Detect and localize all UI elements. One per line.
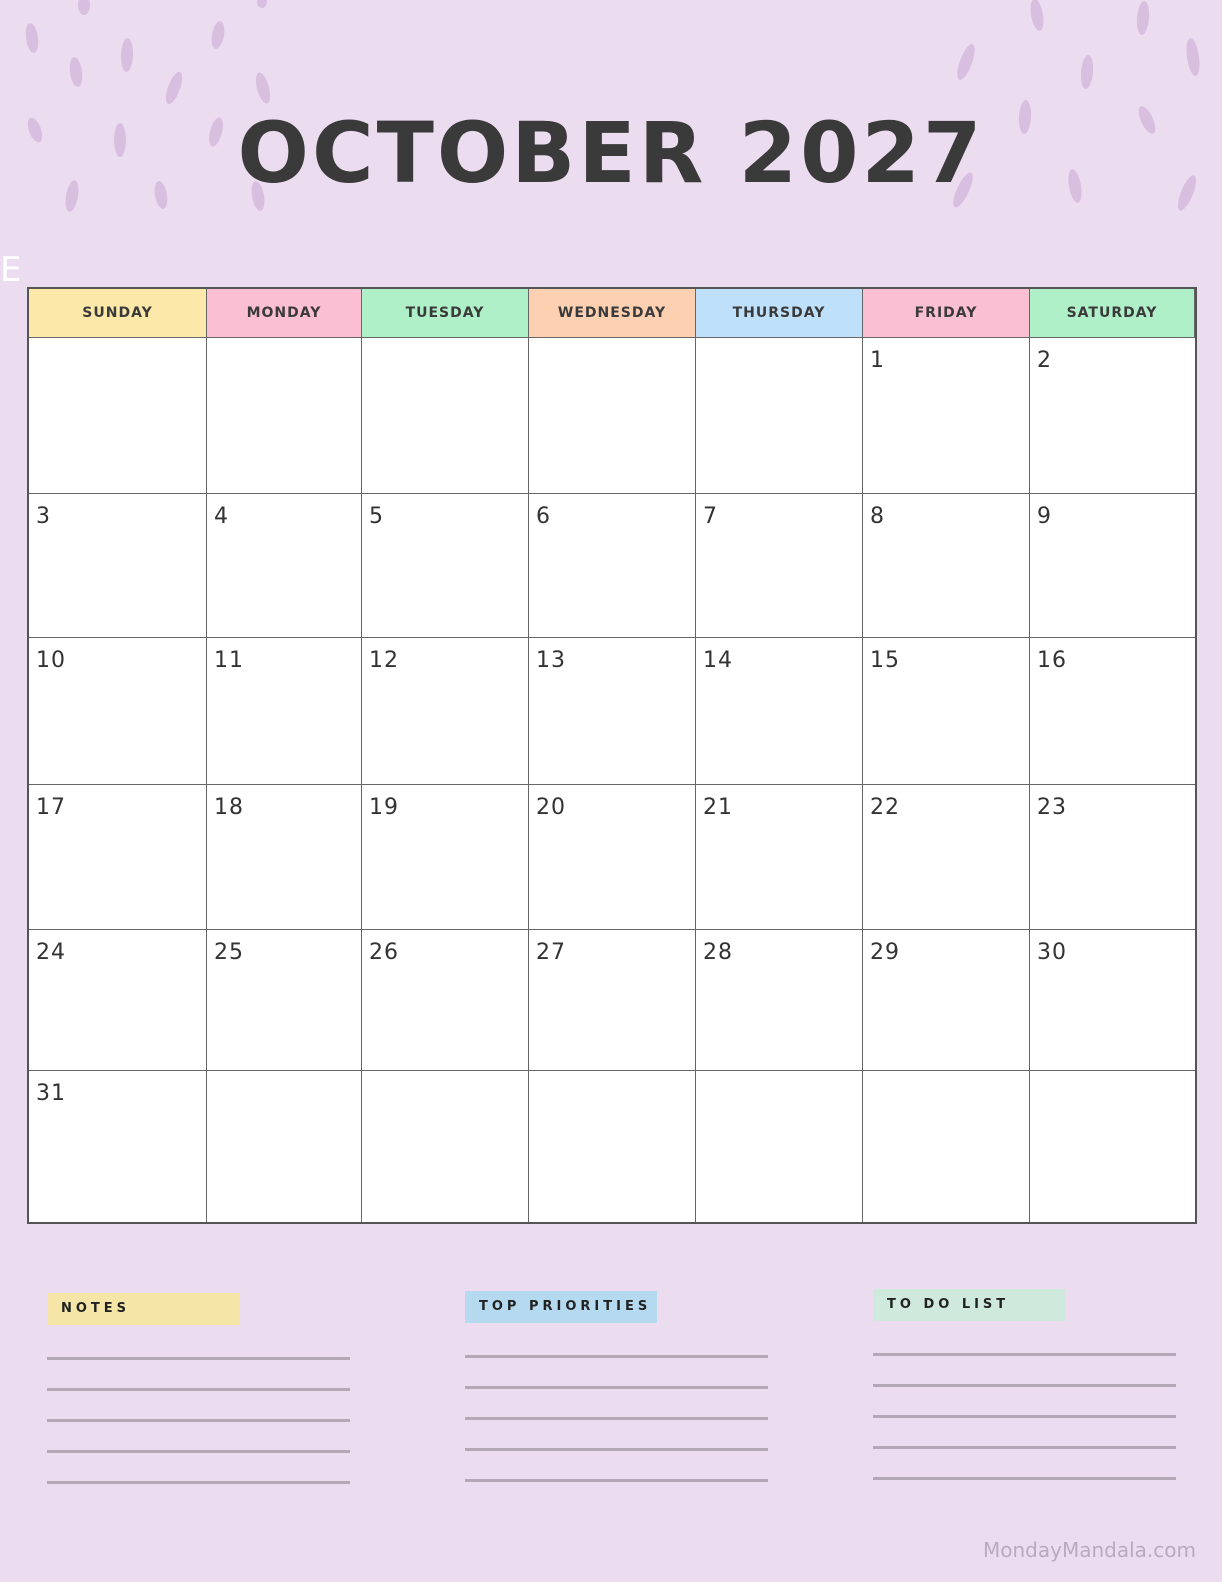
day-cell[interactable] (696, 638, 863, 785)
day-cell[interactable] (207, 338, 362, 494)
day-cell[interactable] (207, 638, 362, 785)
day-cell[interactable] (863, 638, 1030, 785)
day-number: 20 (536, 795, 566, 820)
day-number: 30 (1037, 940, 1067, 965)
day-cell[interactable] (29, 785, 207, 930)
day-number: 24 (36, 940, 66, 965)
day-number: 29 (870, 940, 900, 965)
todo-line[interactable] (873, 1446, 1176, 1449)
day-number: 11 (214, 648, 244, 673)
day-number: 13 (536, 648, 566, 673)
day-number: 25 (214, 940, 244, 965)
day-number: 9 (1037, 504, 1052, 529)
notes-line[interactable] (47, 1450, 350, 1453)
day-cell[interactable] (1030, 1071, 1195, 1222)
day-number: 14 (703, 648, 733, 673)
day-number: 15 (870, 648, 900, 673)
weekday-header-saturday: SATURDAY (1030, 289, 1195, 338)
day-cell[interactable] (362, 930, 529, 1071)
day-cell[interactable] (362, 638, 529, 785)
day-number: 6 (536, 504, 551, 529)
todo-line[interactable] (873, 1415, 1176, 1418)
notes-line[interactable] (47, 1419, 350, 1422)
day-cell[interactable] (529, 930, 696, 1071)
day-cell[interactable] (863, 338, 1030, 494)
day-cell[interactable] (1030, 638, 1195, 785)
notes-label: NOTES (47, 1293, 239, 1325)
day-cell[interactable] (696, 1071, 863, 1222)
day-number: 1 (870, 348, 885, 373)
day-number: 18 (214, 795, 244, 820)
day-cell[interactable] (207, 930, 362, 1071)
day-cell[interactable] (863, 1071, 1030, 1222)
weekday-header-tuesday: TUESDAY (362, 289, 529, 338)
day-cell[interactable] (207, 494, 362, 638)
day-cell[interactable] (863, 930, 1030, 1071)
day-cell[interactable] (529, 785, 696, 930)
day-number: 31 (36, 1081, 66, 1106)
priorities-line[interactable] (465, 1417, 768, 1420)
day-cell[interactable] (529, 338, 696, 494)
priorities-line[interactable] (465, 1479, 768, 1482)
day-number: 19 (369, 795, 399, 820)
priorities-line[interactable] (465, 1386, 768, 1389)
day-number: 2 (1037, 348, 1052, 373)
day-cell[interactable] (29, 1071, 207, 1222)
weekday-header-thursday: THURSDAY (696, 289, 863, 338)
day-cell[interactable] (29, 338, 207, 494)
day-cell[interactable] (696, 338, 863, 494)
to-do-list-section (873, 1289, 1178, 1480)
to-do-list-label: TO DO LIST (873, 1289, 1065, 1321)
day-cell[interactable] (207, 785, 362, 930)
day-cell[interactable] (29, 494, 207, 638)
stray-letter: E (0, 250, 22, 290)
day-number: 21 (703, 795, 733, 820)
day-number: 27 (536, 940, 566, 965)
day-number: 26 (369, 940, 399, 965)
priorities-line[interactable] (465, 1448, 768, 1451)
day-cell[interactable] (207, 1071, 362, 1222)
footer-watermark: MondayMandala.com (983, 1538, 1196, 1562)
priorities-line[interactable] (465, 1355, 768, 1358)
day-cell[interactable] (863, 494, 1030, 638)
day-number: 8 (870, 504, 885, 529)
day-number: 28 (703, 940, 733, 965)
day-cell[interactable] (696, 785, 863, 930)
notes-line[interactable] (47, 1357, 350, 1360)
day-cell[interactable] (362, 494, 529, 638)
todo-line[interactable] (873, 1384, 1176, 1387)
weekday-header-monday: MONDAY (207, 289, 362, 338)
day-cell[interactable] (696, 930, 863, 1071)
calendar-grid (27, 287, 1197, 1224)
day-cell[interactable] (362, 785, 529, 930)
day-number: 5 (369, 504, 384, 529)
top-priorities-section (465, 1291, 770, 1482)
day-cell[interactable] (362, 338, 529, 494)
day-number: 17 (36, 795, 66, 820)
day-cell[interactable] (529, 494, 696, 638)
day-cell[interactable] (1030, 930, 1195, 1071)
notes-line[interactable] (47, 1481, 350, 1484)
day-number: 7 (703, 504, 718, 529)
day-cell[interactable] (529, 638, 696, 785)
day-cell[interactable] (696, 494, 863, 638)
day-cell[interactable] (863, 785, 1030, 930)
day-number: 23 (1037, 795, 1067, 820)
day-number: 16 (1037, 648, 1067, 673)
weekday-header-friday: FRIDAY (863, 289, 1030, 338)
day-cell[interactable] (1030, 338, 1195, 494)
notes-section (47, 1293, 352, 1484)
todo-line[interactable] (873, 1353, 1176, 1356)
day-number: 4 (214, 504, 229, 529)
day-number: 3 (36, 504, 51, 529)
notes-line[interactable] (47, 1388, 350, 1391)
day-cell[interactable] (362, 1071, 529, 1222)
todo-line[interactable] (873, 1477, 1176, 1480)
weekday-header-sunday: SUNDAY (29, 289, 207, 338)
page-title: OCTOBER 2027 (237, 104, 985, 202)
day-cell[interactable] (29, 638, 207, 785)
day-cell[interactable] (29, 930, 207, 1071)
top-priorities-label: TOP PRIORITIES (465, 1291, 657, 1323)
day-number: 22 (870, 795, 900, 820)
day-number: 10 (36, 648, 66, 673)
day-cell[interactable] (1030, 785, 1195, 930)
day-number: 12 (369, 648, 399, 673)
day-cell[interactable] (529, 1071, 696, 1222)
weekday-header-wednesday: WEDNESDAY (529, 289, 696, 338)
day-cell[interactable] (1030, 494, 1195, 638)
